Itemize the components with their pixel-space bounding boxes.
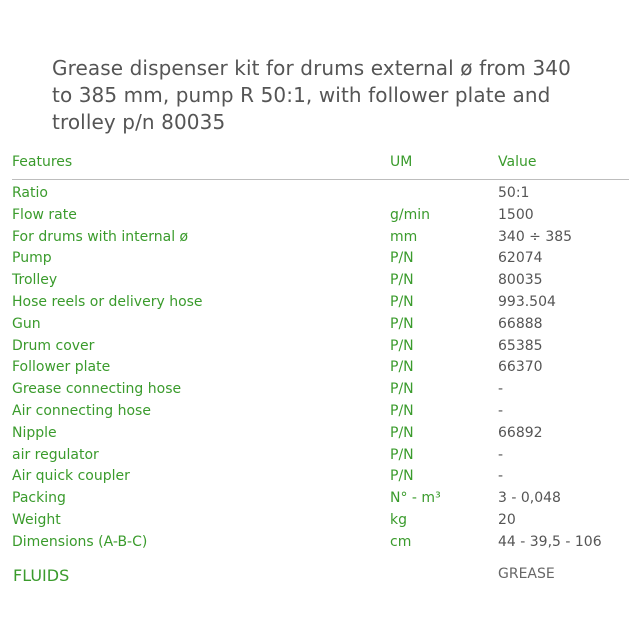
header-value: Value [498, 154, 537, 170]
row-um: P/N [390, 359, 414, 376]
row-feature: Follower plate [12, 359, 111, 376]
row-feature: Gun [12, 315, 41, 332]
row-feature: Trolley [12, 272, 58, 289]
row-um: P/N [390, 250, 414, 267]
row-um: P/N [390, 402, 414, 419]
spec-table-header [12, 153, 629, 180]
row-feature: Packing [12, 490, 66, 507]
header-um: UM [390, 154, 413, 170]
row-um: P/N [390, 468, 414, 485]
row-feature: air regulator [12, 446, 99, 463]
table-row [12, 533, 629, 555]
table-row [12, 424, 629, 446]
row-feature: Air quick coupler [12, 468, 130, 485]
row-um: P/N [390, 272, 414, 289]
table-row [12, 446, 629, 468]
row-um: kg [390, 511, 407, 528]
row-value: - [498, 468, 504, 485]
row-um: P/N [390, 381, 414, 398]
table-row [12, 271, 629, 293]
table-row [12, 402, 629, 424]
row-feature: Nipple [12, 424, 57, 441]
row-feature: Flow rate [12, 206, 77, 223]
row-value: 80035 [498, 272, 543, 289]
fluids-label: FLUIDS [13, 566, 70, 585]
fluids-value: GREASE [498, 566, 555, 582]
row-um: P/N [390, 424, 414, 441]
row-feature: For drums with internal ø [12, 228, 189, 245]
row-value: - [498, 381, 504, 398]
row-value: 44 - 39,5 - 106 [498, 533, 602, 550]
row-value: 1500 [498, 206, 534, 223]
table-row [12, 489, 629, 511]
row-um: P/N [390, 337, 414, 354]
row-um: N° - m³ [390, 490, 441, 507]
table-row [12, 228, 629, 250]
spec-table-body [12, 184, 629, 555]
header-features: Features [12, 154, 73, 170]
row-feature: Ratio [12, 185, 48, 201]
table-row [12, 337, 629, 359]
table-row [12, 358, 629, 380]
row-um: P/N [390, 293, 414, 310]
row-value: 3 - 0,048 [498, 490, 561, 507]
row-value: 993.504 [498, 293, 556, 310]
table-row [12, 293, 629, 315]
row-um: P/N [390, 446, 414, 463]
row-value: 65385 [498, 337, 543, 354]
row-value: 66892 [498, 424, 543, 441]
table-row [12, 511, 629, 533]
table-row [12, 315, 629, 337]
row-value: 50:1 [498, 185, 530, 201]
row-feature: Grease connecting hose [12, 381, 182, 398]
row-feature: Weight [12, 511, 61, 528]
row-um: mm [390, 228, 418, 245]
table-row [12, 467, 629, 489]
row-feature: Drum cover [12, 337, 95, 354]
row-value: 20 [498, 511, 516, 528]
row-value: 340 ÷ 385 [498, 228, 573, 245]
row-um: g/min [390, 206, 431, 223]
product-title: Grease dispenser kit for drums external ø from 340 to 385 mm, pump R 50:1, with follower plate and trolley p/n 80035 [52, 56, 571, 134]
row-feature: Hose reels or delivery hose [12, 293, 203, 310]
table-row [12, 380, 629, 402]
row-value: - [498, 402, 504, 419]
table-row [12, 249, 629, 271]
row-value: 66370 [498, 359, 543, 376]
table-row [12, 206, 629, 228]
table-row [12, 184, 629, 206]
row-feature: Pump [12, 250, 52, 267]
row-feature: Dimensions (A-B-C) [12, 533, 148, 550]
row-um: cm [390, 533, 412, 550]
row-value: 62074 [498, 250, 543, 267]
row-value: - [498, 446, 504, 463]
row-feature: Air connecting hose [12, 402, 151, 419]
row-value: 66888 [498, 315, 543, 332]
row-um: P/N [390, 315, 414, 332]
